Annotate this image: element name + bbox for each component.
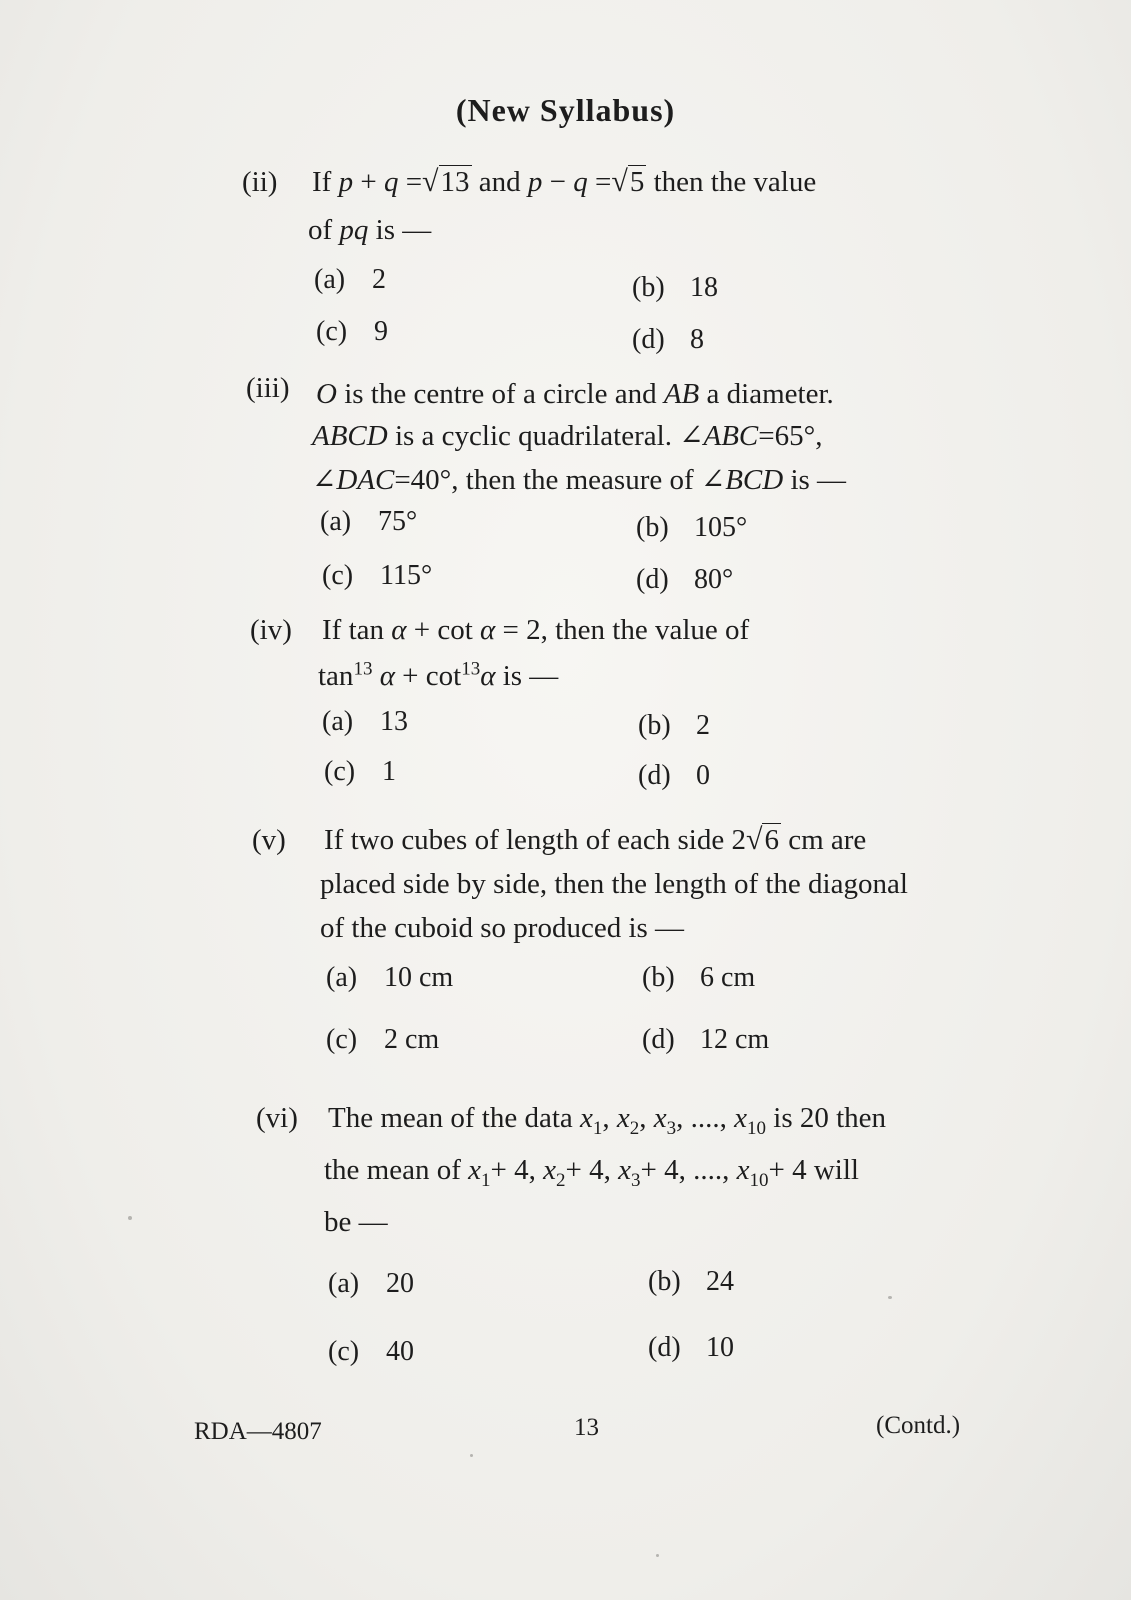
question-text: The mean of the data $x_1$, $x_2$, $x_3$, ...., $x_{10}$ is 20 then xyxy=(328,1102,887,1139)
option-a: (a) 13 xyxy=(322,706,408,737)
option-b: (b) 105° xyxy=(636,512,748,543)
question-text-line2: of pq is — xyxy=(308,214,432,246)
question-text-line2: $\tan^{13} \alpha + \cot^{13}\alpha$ is — xyxy=(318,658,559,692)
question-number: (v) xyxy=(252,824,286,856)
option-a: (a) 75° xyxy=(320,506,418,537)
scan-speck xyxy=(470,1454,473,1457)
option-c: (c) 9 xyxy=(316,316,388,347)
square-root: √5 xyxy=(611,165,645,198)
question-number: (iv) xyxy=(250,614,292,646)
scan-speck xyxy=(128,1216,132,1220)
option-d: (d) 0 xyxy=(638,760,710,791)
question-text: If tan α + cot α = 2, then the value of xyxy=(322,614,750,646)
question-text: If p + q =√13 and p − q =√5 then the value xyxy=(312,160,816,204)
square-root: √13 xyxy=(422,165,470,198)
question-text: O is the centre of a circle and AB a diameter. xyxy=(316,378,834,410)
scan-speck xyxy=(656,1554,659,1557)
option-a: (a) 10 cm xyxy=(326,962,454,993)
option-a: (a) 2 xyxy=(314,264,386,295)
question-text: If two cubes of length of each side 2√6 cm are xyxy=(324,818,866,862)
question-text-line2: placed side by side, then the length of the diagonal xyxy=(320,868,908,900)
question-number: (iii) xyxy=(246,372,290,404)
option-b: (b) 24 xyxy=(648,1266,734,1297)
question-text-line2: the mean of $x_1+ 4$, $x_2+ 4$, $x_3+ 4$, ...., $x_{10}+ 4$ will xyxy=(324,1154,859,1191)
option-d: (d) 8 xyxy=(632,324,704,355)
option-c: (c) 115° xyxy=(322,560,433,591)
page-number: 13 xyxy=(574,1414,599,1441)
section-heading: (New Syllabus) xyxy=(455,92,676,128)
question-text-line3: ∠DAC=40°, then the measure of ∠BCD is — xyxy=(312,464,847,496)
option-a: (a) 20 xyxy=(328,1268,414,1299)
option-c: (c) 2 cm xyxy=(326,1024,440,1055)
scan-speck xyxy=(888,1296,892,1299)
question-text-line3: be — xyxy=(324,1206,388,1238)
option-d: (d) 12 cm xyxy=(642,1024,770,1055)
question-text-line2: ABCD is a cyclic quadrilateral. ∠ABC=65°, xyxy=(312,420,823,452)
question-number: (vi) xyxy=(256,1102,298,1134)
question-text-line3: of the cuboid so produced is — xyxy=(320,912,685,944)
option-d: (d) 80° xyxy=(636,564,734,595)
option-c: (c) 40 xyxy=(328,1336,414,1367)
option-b: (b) 18 xyxy=(632,272,718,303)
paper-code: RDA—4807 xyxy=(194,1418,322,1445)
square-root: √6 xyxy=(745,823,779,856)
option-c: (c) 1 xyxy=(324,756,396,787)
option-d: (d) 10 xyxy=(648,1332,734,1363)
option-b: (b) 2 xyxy=(638,710,710,741)
continued-label: (Contd.) xyxy=(876,1412,961,1439)
question-number: (ii) xyxy=(242,166,278,198)
option-b: (b) 6 cm xyxy=(642,962,756,993)
